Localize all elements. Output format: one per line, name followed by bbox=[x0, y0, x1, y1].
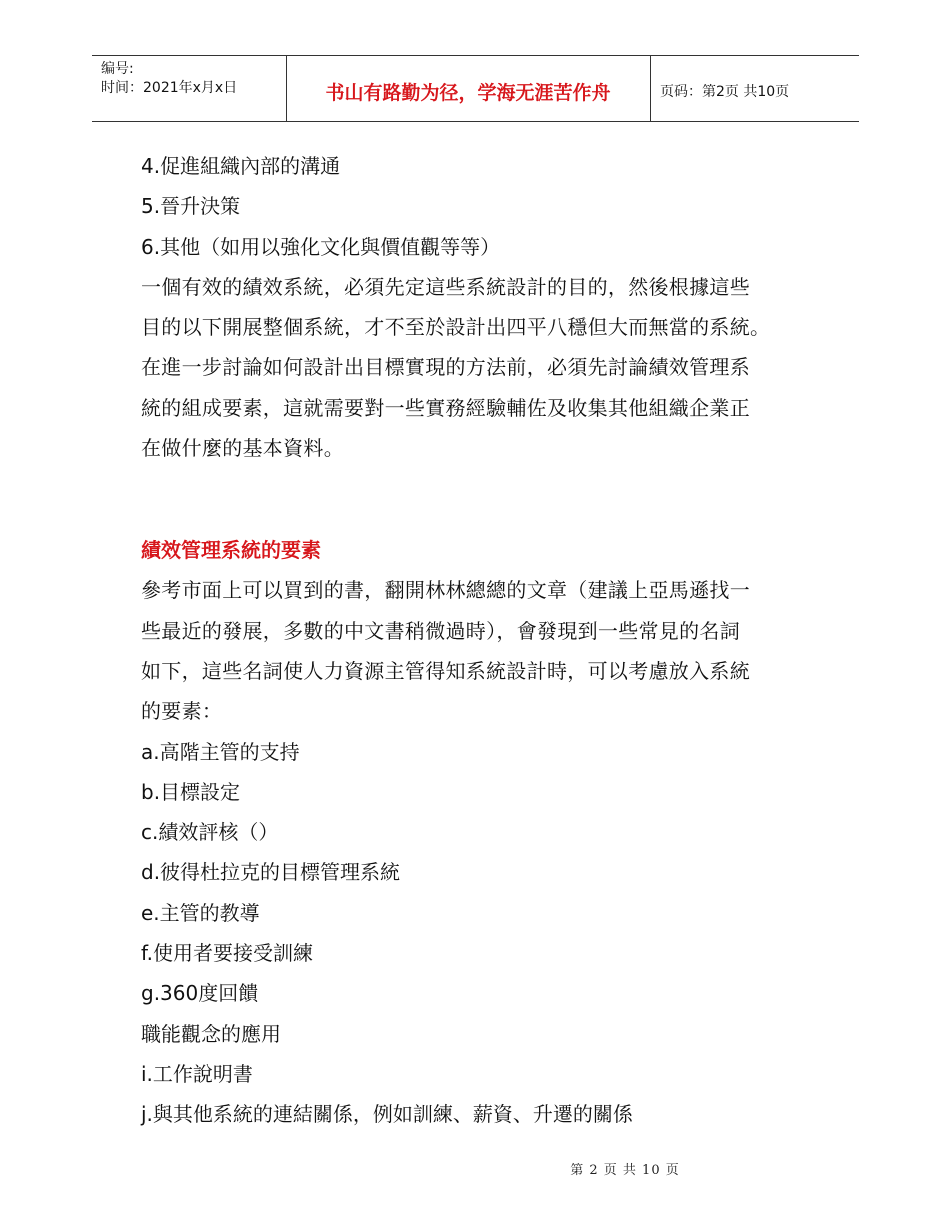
list-item: 4.促進組織內部的溝通 bbox=[141, 154, 341, 178]
header-motto: 书山有路勤为径，学海无涯苦作舟 bbox=[325, 82, 611, 104]
list-item: i.工作說明書 bbox=[141, 1061, 253, 1086]
header-number-label: 编号: bbox=[101, 61, 134, 77]
document-body bbox=[141, 146, 821, 1135]
paragraph-line: 目的以下開展整個系統，才不至於設計出四平八穩但大而無當的系統。 bbox=[141, 315, 771, 340]
paragraph-line: 參考市面上可以買到的書，翻開林林總總的文章（建議上亞馬遜找一 bbox=[141, 578, 750, 603]
header-bottom-rule bbox=[92, 121, 859, 122]
header-divider-right bbox=[650, 55, 651, 121]
paragraph-line: 在進一步討論如何設計出目標實現的方法前，必須先討論績效管理系 bbox=[141, 355, 750, 380]
page-footer: 第 2 页 共 10 页 bbox=[570, 1163, 680, 1178]
list-item: c.績效評核（） bbox=[141, 820, 279, 845]
list-item: b.目標設定 bbox=[141, 779, 241, 804]
list-elements bbox=[141, 732, 821, 1135]
header-meta bbox=[101, 60, 237, 98]
list-purposes bbox=[141, 146, 821, 267]
paragraph-line: 在做什麼的基本資料。 bbox=[141, 436, 344, 461]
header-top-rule bbox=[92, 55, 859, 56]
paragraph-line: 的要素： bbox=[141, 699, 223, 724]
section-heading: 績效管理系統的要素 bbox=[141, 538, 321, 563]
paragraph-line: 些最近的發展，多數的中文書稍微過時），會發現到一些常見的名詞 bbox=[141, 618, 740, 643]
list-item: 5.晉升決策 bbox=[141, 194, 241, 219]
paragraph-elements-intro bbox=[141, 570, 821, 731]
list-item: e.主管的教導 bbox=[141, 900, 260, 925]
list-item: 職能觀念的應用 bbox=[141, 1021, 281, 1046]
list-item: f.使用者要接受訓練 bbox=[141, 941, 313, 966]
list-item: g.360度回饋 bbox=[141, 981, 259, 1006]
paragraph-line: 統的組成要素，這就需要對一些實務經驗輔佐及收集其他組織企業正 bbox=[141, 395, 750, 420]
header-time-label: 时间：2021年x月x日 bbox=[101, 80, 238, 96]
list-item: 6.其他（如用以強化文化與價值觀等等） bbox=[141, 234, 501, 259]
paragraph-system-purpose bbox=[141, 267, 821, 468]
paragraph-line: 如下，這些名詞使人力資源主管得知系統設計時，可以考慮放入系統 bbox=[141, 658, 750, 683]
section-spacer bbox=[141, 468, 821, 510]
list-item: d.彼得杜拉克的目標管理系統 bbox=[141, 860, 401, 885]
header-page-info: 页码：第2页 共10页 bbox=[660, 84, 790, 100]
list-item: j.與其他系統的連結關係，例如訓練、薪資、升遷的關係 bbox=[141, 1102, 633, 1127]
paragraph-line: 一個有效的績效系統，必須先定這些系統設計的目的，然後根據這些 bbox=[141, 274, 750, 299]
list-item: a.高階主管的支持 bbox=[141, 739, 300, 764]
